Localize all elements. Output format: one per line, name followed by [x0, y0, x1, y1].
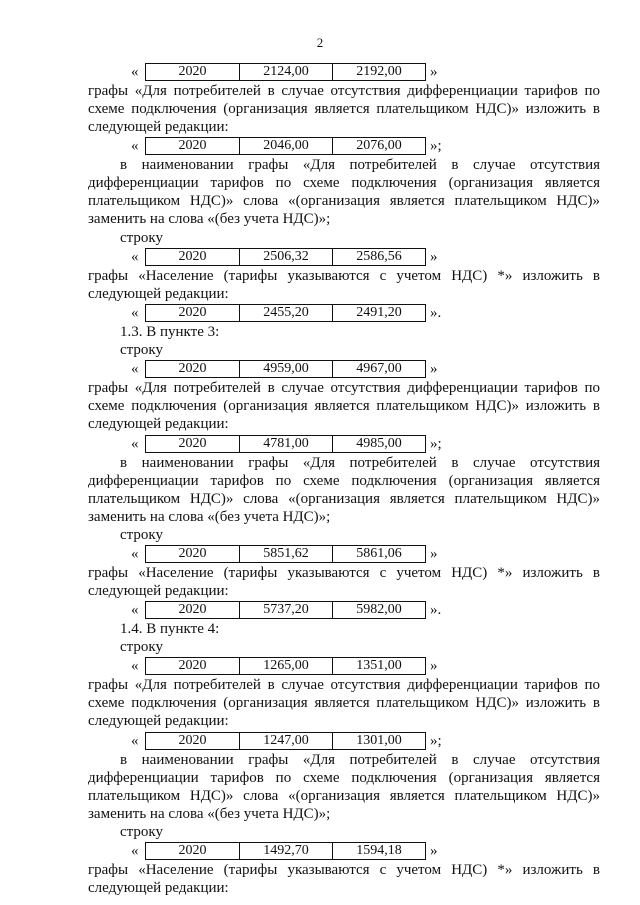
tariff-table-row: [145, 732, 426, 750]
tariff-value-cell: 2491,20: [332, 305, 425, 321]
tariff-row: [0, 136, 640, 156]
paragraph: [88, 751, 600, 823]
label-text: строку: [120, 526, 163, 543]
paragraph-line: в наименовании графы «Для потребителей в случае отсутствия: [120, 454, 600, 471]
paragraph-line: графы «Население (тарифы указываются с учетом НДС) *» изложить в: [88, 862, 600, 879]
tariff-value-cell: 4985,00: [332, 436, 425, 452]
paragraph-line: следующей редакции:: [88, 880, 229, 897]
open-quote: «: [131, 305, 139, 321]
tariff-row: [0, 544, 640, 564]
close-quote: »: [430, 248, 438, 265]
tariff-row: [0, 359, 640, 379]
paragraph-line: схеме подключения (организация является плательщиком НДС)» изложить в: [88, 398, 600, 415]
tariff-value-cell: 2506,32: [239, 249, 332, 265]
tariff-value-cell: 4959,00: [239, 361, 332, 377]
close-quote: ».: [430, 602, 442, 619]
tariff-value-cell: 2586,56: [332, 249, 425, 265]
open-quote: «: [131, 732, 139, 749]
open-quote: «: [131, 658, 139, 675]
paragraph-line: графы «Население (тарифы указываются с учетом НДС) *» изложить в: [88, 267, 600, 284]
tariff-table-row: [145, 63, 426, 81]
paragraph-line: плательщиком НДС)» слова «(организация является плательщиком НДС)»: [88, 490, 600, 507]
year-cell: 2020: [178, 305, 207, 320]
close-quote: »: [430, 546, 438, 562]
paragraph-line: плательщиком НДС)» слова «(организация является плательщиком НДС)»: [88, 787, 600, 804]
tariff-table-row: [145, 435, 426, 453]
tariff-value-cell: 4781,00: [239, 436, 332, 452]
paragraph: [88, 861, 600, 897]
paragraph-line: графы «Для потребителей в случае отсутствия дифференциации тарифов по: [88, 677, 600, 694]
paragraph-line: заменить на слова «(без учета НДС)»;: [88, 508, 331, 525]
open-quote: «: [131, 843, 139, 860]
paragraph: [88, 156, 600, 228]
year-cell: 2020: [178, 361, 207, 377]
tariff-table-row: [145, 360, 426, 378]
open-quote: «: [131, 435, 139, 452]
tariff-value-cell: 1351,00: [332, 658, 425, 674]
tariff-table-row: [145, 248, 426, 266]
paragraph: [88, 454, 600, 526]
tariff-table-row: [145, 842, 426, 860]
paragraph-line: графы «Население (тарифы указываются с учетом НДС) *» изложить в: [88, 565, 600, 581]
open-quote: «: [131, 546, 139, 562]
tariff-table-row: [145, 545, 426, 563]
tariff-row: [0, 731, 640, 751]
close-quote: »;: [430, 732, 442, 749]
tariff-value-cell: 1301,00: [332, 733, 425, 749]
paragraph: [88, 267, 600, 303]
close-quote: »: [430, 361, 438, 378]
tariff-value-cell: 2046,00: [239, 138, 332, 154]
open-quote: «: [131, 64, 139, 80]
paragraph-line: следующей редакции:: [88, 713, 229, 730]
paragraph-line: схеме подключения (организация является плательщиком НДС)» изложить в: [88, 695, 600, 712]
paragraph-line: следующей редакции:: [88, 416, 229, 433]
year-cell: 2020: [178, 64, 207, 79]
tariff-value-cell: 1492,70: [239, 843, 332, 859]
label-text: строку: [120, 229, 163, 246]
paragraph-line: графы «Для потребителей в случае отсутствия дифференциации тарифов по: [88, 83, 600, 99]
tariff-value-cell: 2455,20: [239, 305, 332, 321]
label-text: строку: [120, 342, 163, 359]
paragraph-line: в наименовании графы «Для потребителей в случае отсутствия: [120, 157, 600, 174]
tariff-table-row: [145, 601, 426, 619]
paragraph: [88, 82, 600, 136]
paragraph: [88, 564, 600, 600]
tariff-row: [0, 841, 640, 861]
tariff-value-cell: 5851,62: [239, 546, 332, 562]
paragraph-line: заменить на слова «(без учета НДС)»;: [88, 211, 331, 228]
tariff-table-row: [145, 137, 426, 155]
page-number: 2: [316, 35, 324, 50]
tariff-value-cell: 5737,20: [239, 602, 332, 618]
year-cell: 2020: [178, 546, 207, 561]
paragraph-line: дифференциации тарифов по схеме подключения (организация является: [88, 769, 600, 786]
tariff-row: [0, 434, 640, 454]
paragraph-line: следующей редакции:: [88, 285, 229, 302]
year-cell: 2020: [178, 248, 207, 264]
tariff-row: [0, 62, 640, 82]
tariff-value-cell: 2124,00: [239, 64, 332, 80]
paragraph: [88, 379, 600, 433]
tariff-value-cell: 5861,06: [332, 546, 425, 562]
tariff-value-cell: 1594,18: [332, 843, 425, 859]
tariff-value-cell: 2192,00: [332, 64, 425, 80]
close-quote: »: [430, 64, 438, 80]
label-text: строку: [120, 639, 163, 656]
year-cell: 2020: [178, 843, 207, 859]
close-quote: »;: [430, 138, 442, 155]
tariff-row: [0, 303, 640, 323]
open-quote: «: [131, 602, 139, 619]
close-quote: ».: [430, 305, 442, 321]
tariff-value-cell: 4967,00: [332, 361, 425, 377]
year-cell: 2020: [178, 658, 207, 674]
close-quote: »: [430, 843, 438, 860]
label-text: строку: [120, 824, 163, 841]
paragraph: [88, 676, 600, 730]
year-cell: 2020: [178, 602, 207, 618]
paragraph-line: следующей редакции:: [88, 583, 229, 599]
paragraph-line: в наименовании графы «Для потребителей в случае отсутствия: [120, 751, 600, 768]
tariff-table-row: [145, 304, 426, 322]
open-quote: «: [131, 361, 139, 378]
tariff-value-cell: 1247,00: [239, 733, 332, 749]
close-quote: »;: [430, 435, 442, 452]
tariff-row: [0, 656, 640, 676]
paragraph-line: дифференциации тарифов по схеме подключения (организация является: [88, 175, 600, 192]
year-cell: 2020: [178, 435, 207, 451]
year-cell: 2020: [178, 732, 207, 748]
paragraph-line: графы «Для потребителей в случае отсутствия дифференциации тарифов по: [88, 380, 600, 397]
tariff-value-cell: 2076,00: [332, 138, 425, 154]
section-heading: 1.4. В пункте 4:: [120, 621, 220, 638]
year-cell: 2020: [178, 138, 207, 154]
open-quote: «: [131, 248, 139, 265]
paragraph-line: схеме подключения (организация является плательщиком НДС)» изложить в: [88, 101, 600, 117]
tariff-row: [0, 247, 640, 267]
tariff-table-row: [145, 657, 426, 675]
tariff-row: [0, 600, 640, 620]
paragraph-line: следующей редакции:: [88, 119, 229, 135]
section-heading: 1.3. В пункте 3:: [120, 324, 220, 340]
paragraph-line: дифференциации тарифов по схеме подключения (организация является: [88, 472, 600, 489]
paragraph-line: плательщиком НДС)» слова «(организация является плательщиком НДС)»: [88, 193, 600, 210]
close-quote: »: [430, 658, 438, 675]
open-quote: «: [131, 138, 139, 155]
tariff-value-cell: 5982,00: [332, 602, 425, 618]
tariff-value-cell: 1265,00: [239, 658, 332, 674]
paragraph-line: заменить на слова «(без учета НДС)»;: [88, 805, 331, 822]
